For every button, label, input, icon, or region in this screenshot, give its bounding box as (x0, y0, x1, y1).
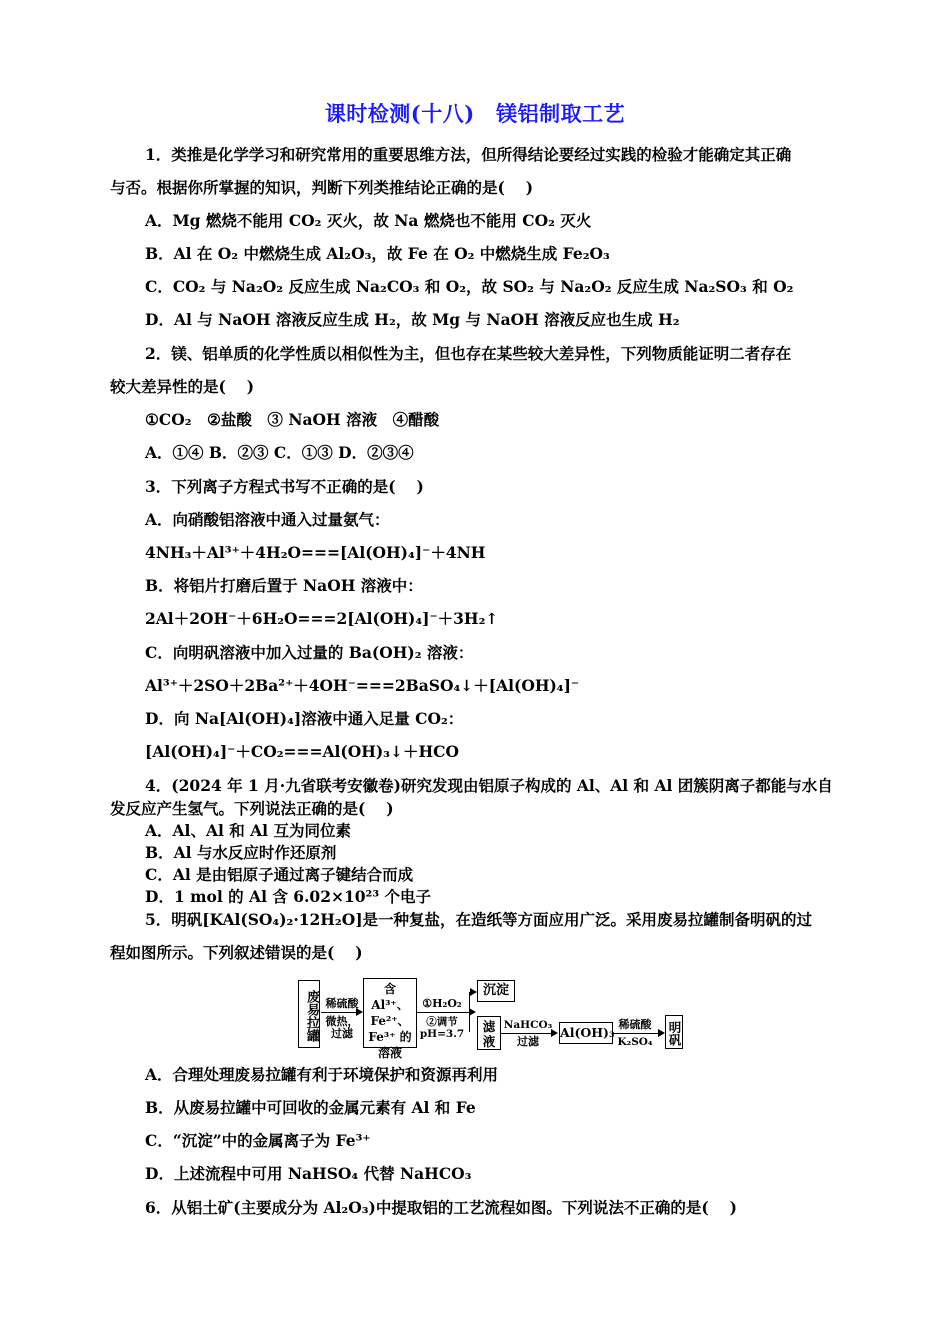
q1-line2: 与否。根据你所掌握的知识，判断下列类推结论正确的是( ) (110, 178, 534, 197)
q4-line1: 4．(2024 年 1 月·九省联考安徽卷)研究发现由铝原子构成的 Al、Al 和 Al 团簇阴离子都能与水自 (145, 776, 833, 795)
q5-line1: 5．明矾[KAl(SO₄)₂·12H₂O]是一种复盐，在造纸等方面应用广泛。采用废易拉罐制备明矾的过 (145, 910, 813, 929)
flow-box-precipitate: 沉淀 (477, 980, 515, 1002)
q1-option-b: B．Al 在 O₂ 中燃烧生成 Al₂O₃，故 Fe 在 O₂ 中燃烧生成 Fe₂O₃ (145, 244, 610, 263)
q1-option-a: A．Mg 燃烧不能用 CO₂ 灭火，故 Na 燃烧也不能用 CO₂ 灭火 (145, 211, 592, 230)
process-flow-diagram (298, 978, 683, 1060)
flow-arrow-4 (613, 1033, 658, 1034)
q3-stem: 3．下列离子方程式书写不正确的是( ) (145, 477, 424, 496)
flow-reagent-h2o2: ①H₂O₂ (422, 997, 462, 1010)
flow-box-aloh3: Al(OH)₃ (559, 1022, 613, 1044)
flow-branch-up (469, 992, 470, 1032)
q4-option-a: A．Al、Al 和 Al 互为同位素 (145, 821, 351, 840)
flow-arrow-2 (417, 1012, 469, 1013)
q4-line2: 发反应产生氢气。下列说法正确的是( ) (110, 799, 394, 818)
q1-line1: 1．类推是化学学习和研究常用的重要思维方法，但所得结论要经过实践的检验才能确定其正确 (145, 145, 792, 164)
flow-reagent-nahco3: NaHCO₃ (503, 1019, 553, 1031)
flow-arrowhead-2 (469, 1008, 476, 1016)
q1-option-d: D．Al 与 NaOH 溶液反应生成 H₂，故 Mg 与 NaOH 溶液反应也生成 H₂ (145, 310, 680, 329)
flow-reagent-sulfuric-acid-1: 稀硫酸 (325, 997, 359, 1010)
flow-condition-ph: ②调节pH=3.7 (419, 1016, 465, 1040)
flow-arrow-3 (501, 1033, 551, 1034)
q6-stem: 6．从铝土矿(主要成分为 Al₂O₃)中提取铝的工艺流程如图。下列说法不正确的是( ) (145, 1198, 737, 1217)
q5-option-c: C．“沉淀”中的金属离子为 Fe³⁺ (145, 1131, 371, 1150)
q3-equation-a: 4NH₃＋Al³⁺＋4H₂O===[Al(OH)₄]⁻＋4NH (145, 543, 486, 562)
q4-option-d: D．1 mol 的 Al 含 6.02×10²³ 个电子 (145, 887, 432, 906)
q3-option-b: B．将铝片打磨后置于 NaOH 溶液中： (145, 576, 423, 595)
q5-option-b: B．从废易拉罐中可回收的金属元素有 Al 和 Fe (145, 1098, 476, 1117)
q3-equation-d: [Al(OH)₄]⁻＋CO₂===Al(OH)₃↓＋HCO (145, 742, 459, 761)
q5-option-d: D．上述流程中可用 NaHSO₄ 代替 NaHCO₃ (145, 1164, 472, 1183)
q4-option-c: C．Al 是由铝原子通过离子键结合而成 (145, 865, 414, 884)
q2-line1: 2．镁、铝单质的化学性质以相似性为主，但也存在某些较大差异性，下列物质能证明二者存在 (145, 344, 792, 363)
q3-option-a: A．向硝酸铝溶液中通入过量氨气： (145, 510, 390, 529)
q3-equation-c: Al³⁺＋2SO＋2Ba²⁺＋4OH⁻===2BaSO₄↓＋[Al(OH)₄]⁻ (145, 676, 580, 695)
q3-equation-b: 2Al＋2OH⁻＋6H₂O===2[Al(OH)₄]⁻＋3H₂↑ (145, 609, 499, 628)
q2-line2: 较大差异性的是( ) (110, 377, 255, 396)
flow-reagent-k2so4: K₂SO₄ (617, 1036, 653, 1048)
flow-reagent-sulfuric-acid-2: 稀硫酸 (618, 1018, 652, 1031)
q3-option-c: C．向明矾溶液中加入过量的 Ba(OH)₂ 溶液： (145, 643, 474, 662)
q2-items: ①CO₂ ②盐酸 ③ NaOH 溶液 ④醋酸 (145, 410, 440, 429)
flow-arrow-1 (321, 1012, 356, 1013)
page-title: 课时检测(十八) 镁铝制取工艺 (324, 101, 626, 126)
flow-arrowhead-precipitate (470, 988, 477, 996)
q1-option-c: C．CO₂ 与 Na₂O₂ 反应生成 Na₂CO₃ 和 O₂，故 SO₂ 与 Na₂O₂ 反应生成 Na₂SO₃ 和 O₂ (145, 277, 794, 296)
q5-line2: 程如图所示。下列叙述错误的是( ) (110, 943, 363, 962)
flow-box-solution: 含 Al³⁺、Fe²⁺、Fe³⁺ 的溶液 (363, 978, 417, 1048)
flow-condition-heat-filter: 微热，过滤 (325, 1015, 359, 1040)
q3-option-d: D．向 Na[Al(OH)₄]溶液中通入足量 CO₂： (145, 709, 464, 728)
flow-arrowhead-4 (658, 1029, 665, 1037)
flow-box-can: 废易拉罐 (298, 980, 320, 1048)
flow-box-alum: 明矾 (665, 1015, 683, 1049)
q2-options: A．①④ B．②③ C．①③ D．②③④ (145, 443, 414, 462)
flow-box-filtrate: 滤液 (477, 1016, 501, 1050)
q4-option-b: B．Al 与水反应时作还原剂 (145, 843, 337, 862)
q5-option-a: A．合理处理废易拉罐有利于环境保护和资源再利用 (145, 1065, 499, 1084)
flow-condition-filter: 过滤 (517, 1035, 539, 1048)
